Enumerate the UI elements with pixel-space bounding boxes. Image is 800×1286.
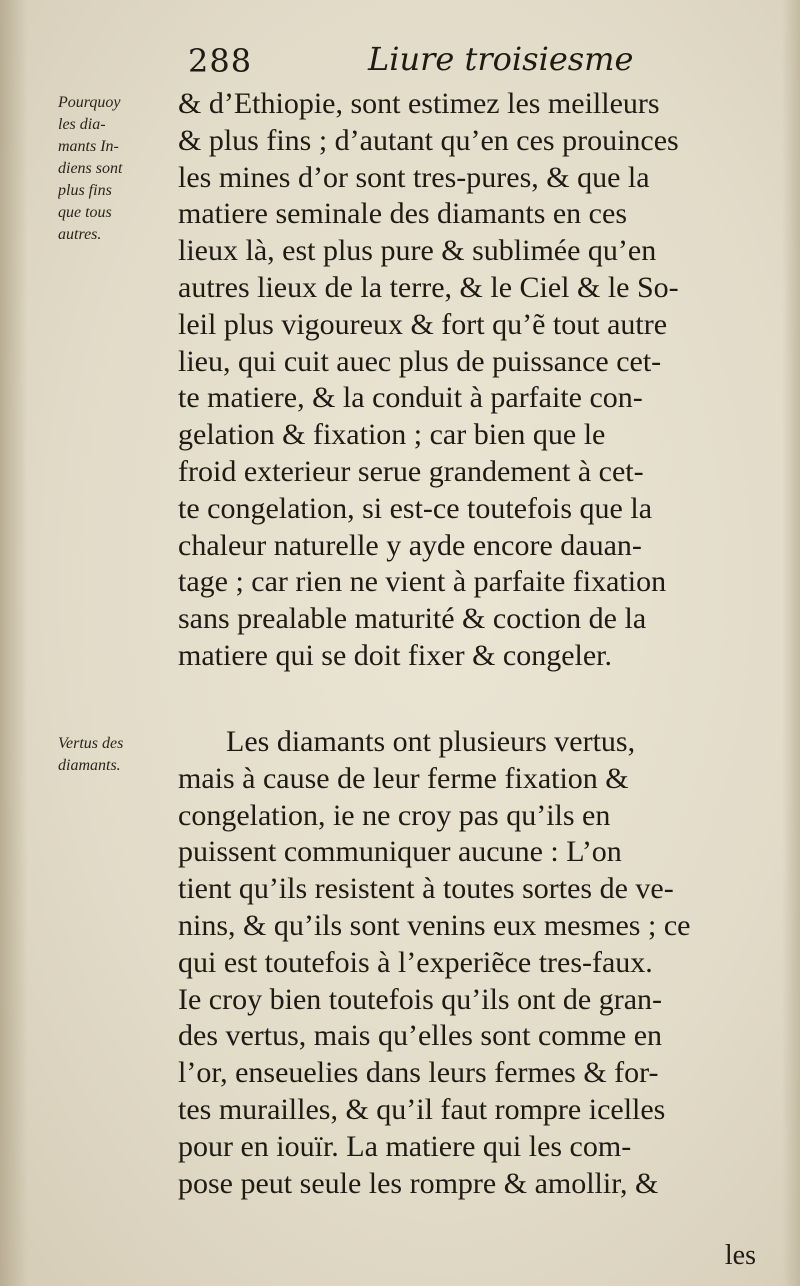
text-line: pose peut seule les rompre & amollir, & [178,1166,659,1200]
margin-note-virtues [58,733,176,777]
text-line: lieu, qui cuit auec plus de puissance cet- [178,344,662,378]
text-line: gelation & fixation ; car bien que le [178,418,606,452]
margin-note-line: autres. [58,226,102,243]
text-line: puissent communiquer aucune : L’on [178,835,622,869]
text-line: Ie croy bien toutefois qu’ils ont de gran- [178,982,663,1016]
margin-note-line: mants In- [58,138,119,155]
page-edge-shadow [782,0,800,1286]
text-line: tage ; car rien ne vient à parfaite fixation [178,565,667,599]
body-paragraph-2 [178,724,768,1202]
text-line: qui est toutefois à l’experiẽce tres-faux. [178,945,653,979]
page-header [0,40,800,82]
running-title: Liure troisiesme [368,40,634,78]
margin-note-line: diens sont [58,160,123,177]
margin-note-diamonds-indian [58,92,176,246]
text-line: lieux là, est plus pure & sublimée qu’en [178,234,657,268]
margin-note-line: diamants. [58,757,121,774]
text-line: les mines d’or sont tres-pures, & que la [178,160,650,194]
text-line: sans prealable maturité & coction de la [178,602,647,636]
text-line: leil plus vigoureux & fort qu’ẽ tout autre [178,307,668,341]
margin-note-line: que tous [58,204,112,221]
catchword: les [724,1240,756,1271]
page-number: 288 [188,42,253,80]
margin-note-line: plus fins [58,182,112,199]
text-line: mais à cause de leur ferme fixation & [178,761,629,795]
margin-note-line: les dia- [58,116,106,133]
text-line: matiere qui se doit fixer & congeler. [178,638,613,672]
text-line: pour en iouïr. La matiere qui les com- [178,1129,632,1163]
text-line: congelation, ie ne croy pas qu’ils en [178,798,611,832]
text-line: te congelation, si est-ce toutefois que la [178,491,653,525]
text-line: des vertus, mais qu’elles sont comme en [178,1019,663,1053]
text-line: nins, & qu’ils sont venins eux mesmes ; ce [178,908,691,942]
text-line: Les diamants ont plusieurs vertus, [226,725,636,758]
text-line: l’or, enseuelies dans leurs fermes & for- [178,1056,659,1090]
text-line: autres lieux de la terre, & le Ciel & le So- [178,270,679,304]
text-line: matiere seminale des diamants en ces [178,197,627,231]
margin-note-line: Pourquoy [58,94,121,111]
text-line: froid exterieur serue grandement à cet- [178,454,644,488]
body-paragraph-1 [178,86,768,675]
text-line: & d’Ethiopie, sont estimez les meilleurs [178,87,660,120]
margin-note-line: Vertus des [58,735,124,752]
text-line: tient qu’ils resistent à toutes sortes de ve- [178,872,674,906]
text-line: chaleur naturelle y ayde encore dauan- [178,528,642,562]
text-line: te matiere, & la conduit à parfaite con- [178,381,643,415]
text-line: tes murailles, & qu’il faut rompre icelles [178,1092,666,1126]
page-fold-shadow [0,0,28,1286]
text-line: & plus fins ; d’autant qu’en ces prouinces [178,123,679,157]
